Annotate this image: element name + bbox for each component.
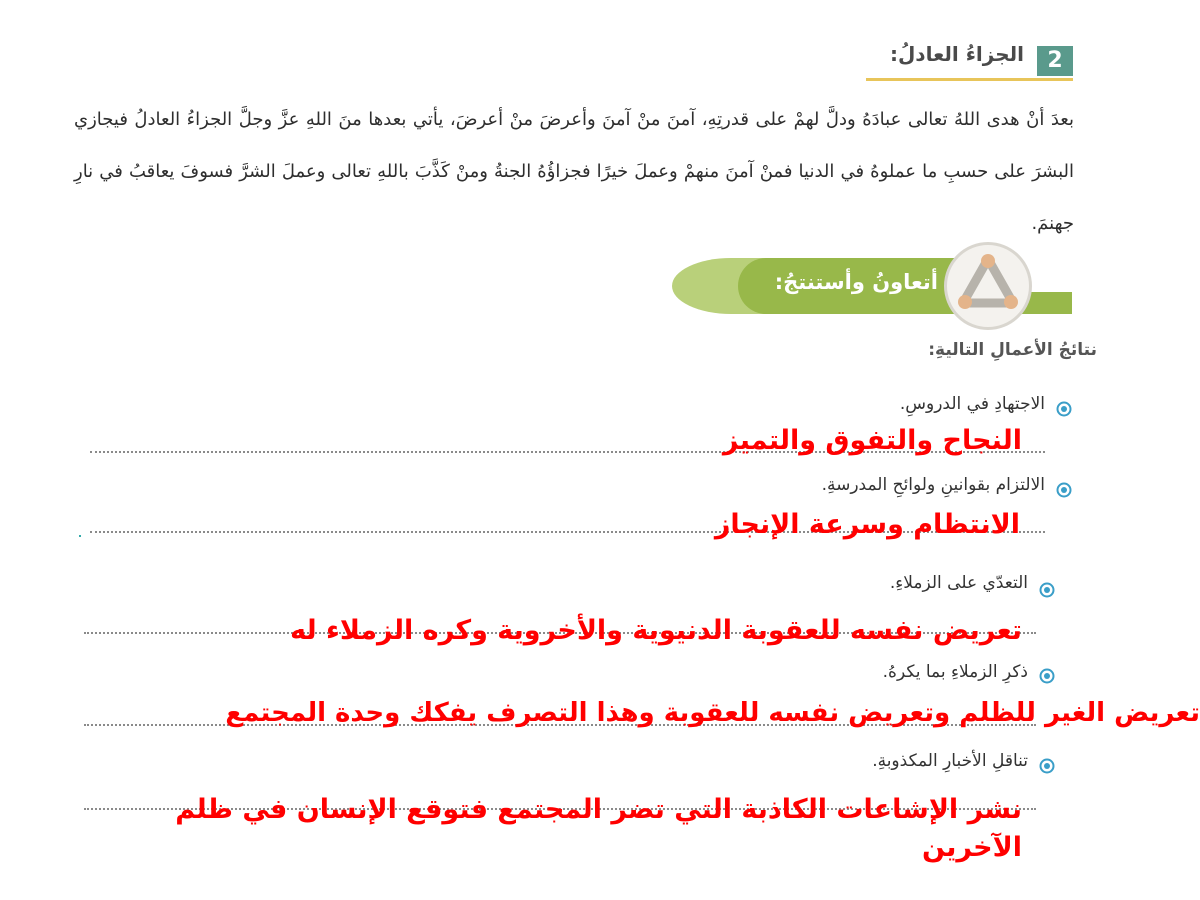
section-title-underline: [866, 78, 1073, 81]
question-heading: نتائجُ الأعمالِ التاليةِ:: [928, 340, 1097, 360]
bullet-icon: [1039, 668, 1055, 684]
answer-text: الانتظام وسرعة الإنجاز: [714, 509, 1020, 540]
bullet-icon: [1056, 482, 1072, 498]
list-item-text: الاجتهادِ في الدروسِ.: [899, 394, 1045, 414]
cooperation-hands-icon: [944, 242, 1032, 330]
answer-text: تعريض الغير للظلم وتعريض نفسه للعقوبة وهذا التصرف يفكك وحدة المجتمع: [225, 698, 1200, 728]
answer-text: نشر الإشاعات الكاذبة التي تضر المجتمع فتوقع الإنسان في ظلم الآخرين: [175, 794, 1022, 863]
section-title: الجزاءُ العادلُ:: [889, 42, 1024, 66]
bullet-icon: [1056, 401, 1072, 417]
answer-text: تعريض نفسه للعقوبة الدنيوية والأخروية وكره الزملاء له: [290, 615, 1022, 646]
bullet-icon: [1039, 582, 1055, 598]
section-number-badge: 2: [1037, 46, 1073, 76]
lesson-paragraph: بعدَ أنْ هدى اللهُ تعالى عبادَهُ ودلَّ لهمْ على قدرتِهِ، آمنَ منْ آمنَ وأعرضَ منْ أعرضَ، يأتي بعدها منَ اللهِ عزَّ وجلَّ الجزاءُ العادلُ فيجازي البشرَ على حسبِ ما عملوهُ في الدنيا فمنْ آمنَ منهمْ وعملَ خيرًا فجزاؤُهُ الجنةُ ومنْ كَذَّبَ باللهِ تعالى وعملَ الشرَّ فسوفَ يعاقبُ في نارِ جهنمَ.: [74, 109, 1074, 234]
answer-text: النجاح والتفوق والتميز: [722, 425, 1022, 456]
bullet-icon: [1039, 758, 1055, 774]
list-item-text: الالتزام بقوانينِ ولوائحِ المدرسةِ.: [821, 475, 1045, 495]
list-item-text: التعدّي على الزملاءِ.: [889, 573, 1028, 593]
list-item-text: تناقلِ الأخبارِ المكذوبةِ.: [872, 751, 1028, 771]
activity-banner-label: أتعاونُ وأستنتجُ:: [774, 270, 938, 294]
stray-mark: [79, 535, 81, 537]
list-item-text: ذكرِ الزملاءِ بما يكرهُ.: [882, 662, 1028, 682]
